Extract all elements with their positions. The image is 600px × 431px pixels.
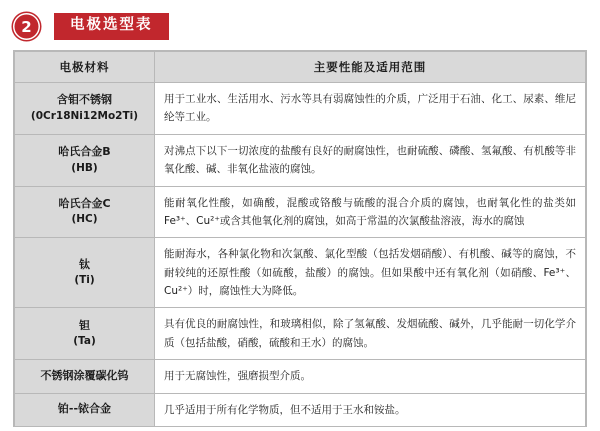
- cell-material: [15, 186, 155, 238]
- table-body: [15, 83, 586, 427]
- material-name: 铂--铱合金: [57, 402, 112, 416]
- cell-material: [15, 83, 155, 135]
- material-code: (HB): [71, 161, 98, 174]
- material-name: 钽: [79, 318, 90, 332]
- cell-description: 具有优良的耐腐蚀性，和玻璃相似，除了氢氟酸、发烟硫酸、碱外，几乎能耐一切化学介质（包括盐酸，硝酸，硫酸和王水）的腐蚀。: [155, 308, 586, 360]
- material-name: 哈氏合金B: [58, 145, 111, 158]
- electrode-table: [14, 51, 586, 427]
- section-number-badge: 2: [13, 13, 40, 40]
- page-title: 电极选型表: [54, 13, 169, 40]
- column-header-material: 电极材料: [15, 52, 155, 83]
- page-header: [0, 0, 600, 42]
- table-row: [15, 238, 586, 308]
- material-name: 不锈钢涂覆碳化钨: [40, 369, 129, 383]
- table-row: [15, 83, 586, 135]
- cell-description: 几乎适用于所有化学物质，但不适用于王水和铵盐。: [155, 393, 586, 426]
- table-header: [15, 52, 586, 83]
- electrode-table-wrapper: [13, 50, 587, 427]
- material-name: 含钼不锈钢: [57, 93, 112, 107]
- table-row: [15, 186, 586, 238]
- table-row: [15, 134, 586, 186]
- material-name: 钛: [79, 257, 90, 271]
- material-code: (HC): [71, 213, 98, 226]
- material-code: (Ta): [73, 335, 96, 348]
- cell-description: 对沸点下以下一切浓度的盐酸有良好的耐腐蚀性，也耐硫酸、磷酸、氢氟酸、有机酸等非氧化酸、碱、非氧化盐液的腐蚀。: [155, 134, 586, 186]
- cell-material: [15, 134, 155, 186]
- material-name: 哈氏合金C: [58, 196, 111, 210]
- cell-description: 用于工业水、生活用水、污水等具有弱腐蚀性的介质，广泛用于石油、化工、尿素、维尼纶等工业。: [155, 83, 586, 135]
- cell-description: 能耐海水，各种氯化物和次氯酸、氯化型酸（包括发烟硝酸）、有机酸、碱等的腐蚀，不耐较纯的还原性酸（如硫酸，盐酸）的腐蚀。但如果酸中还有氧化剂（如硝酸、Fe³⁺、Cu²⁺）时，腐蚀性大为降低。: [155, 238, 586, 308]
- table-row: [15, 308, 586, 360]
- material-code: (Ti): [74, 274, 95, 287]
- cell-description: 能耐氧化性酸，如确酸，混酸或铬酸与硫酸的混合介质的腐蚀，也耐氧化性的盐类如Fe³⁺、Cu²⁺或含其他氧化剂的腐蚀，如高于常温的次氯酸盐溶液，海水的腐蚀: [155, 186, 586, 238]
- column-header-description: 主要性能及适用范围: [155, 52, 586, 83]
- cell-description: 用于无腐蚀性，强磨损型介质。: [155, 360, 586, 393]
- material-code: (0Cr18Ni12Mo2Ti): [30, 109, 139, 122]
- table-row: [15, 360, 586, 393]
- cell-material: [15, 360, 155, 393]
- table-header-row: [15, 52, 586, 83]
- cell-material: [15, 238, 155, 308]
- cell-material: [15, 393, 155, 426]
- table-row: [15, 393, 586, 426]
- cell-material: [15, 308, 155, 360]
